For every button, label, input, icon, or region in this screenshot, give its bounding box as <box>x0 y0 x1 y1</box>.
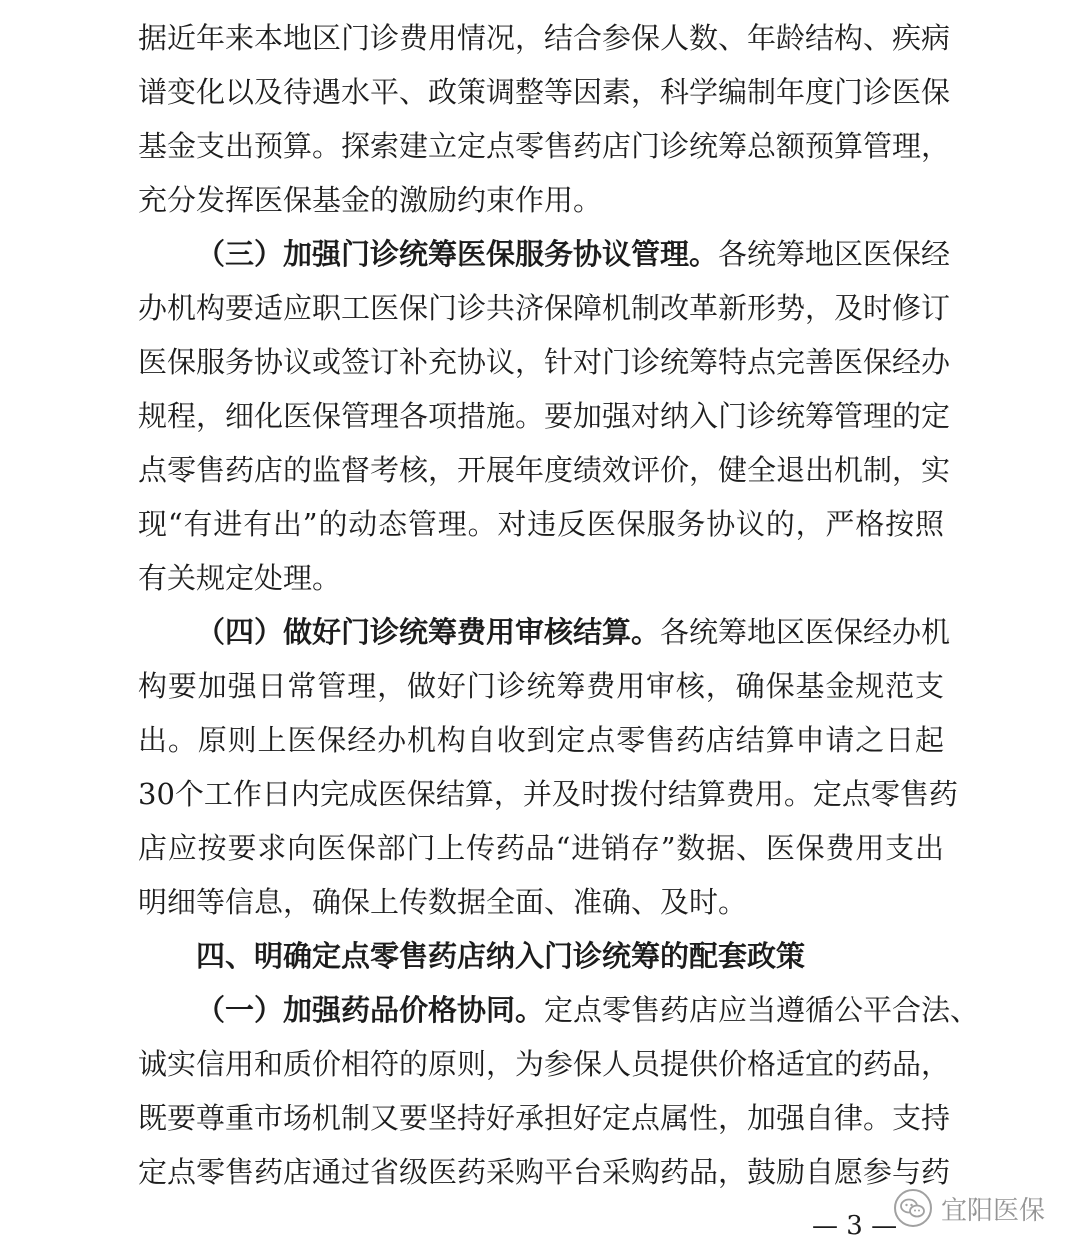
account-watermark <box>893 1186 1045 1230</box>
body-line: 医保服务协议或签订补充协议，针对门诊统筹特点完善医保经办 <box>138 345 951 379</box>
page-number: — 3 — <box>812 1211 898 1241</box>
body-line: 现“有进有出”的动态管理。对违反医保服务协议的，严格按照 <box>138 507 944 541</box>
subsection-heading: （四）做好门诊统筹费用审核结算。 <box>196 615 661 649</box>
body-line: 构要加强日常管理，做好门诊统筹费用审核，确保基金规范支 <box>138 669 944 703</box>
body-line: 出。原则上医保经办机构自收到定点零售药店结算申请之日起 <box>138 723 944 757</box>
subsection-heading: （一）加强药品价格协同。 <box>196 993 545 1027</box>
subsection-heading-line <box>196 990 980 1030</box>
section-heading: 四、明确定点零售药店纳入门诊统筹的配套政策 <box>196 939 806 973</box>
body-text: 定点零售药店应当遵循公平合法、 <box>544 993 980 1027</box>
body-line: 店应按要求向医保部门上传药品“进销存”数据、医保费用支出 <box>138 831 944 865</box>
body-line: 据近年来本地区门诊费用情况，结合参保人数、年龄结构、疾病 <box>138 21 951 55</box>
body-line: 办机构要适应职工医保门诊共济保障机制改革新形势，及时修订 <box>138 291 951 325</box>
body-line: 谱变化以及待遇水平、政策调整等因素，科学编制年度门诊医保 <box>138 75 951 109</box>
body-line: 基金支出预算。探索建立定点零售药店门诊统筹总额预算管理， <box>138 129 951 163</box>
body-line: 既要尊重市场机制又要坚持好承担好定点属性，加强自律。支持 <box>138 1101 951 1135</box>
body-line: 诚实信用和质价相符的原则，为参保人员提供价格适宜的药品， <box>138 1047 951 1081</box>
subsection-heading-line <box>196 234 951 274</box>
body-line: 定点零售药店通过省级医药采购平台采购药品，鼓励自愿参与药 <box>138 1155 951 1189</box>
account-name: 宜阳医保 <box>941 1195 1046 1226</box>
body-line: 明细等信息，确保上传数据全面、准确、及时。 <box>138 885 748 919</box>
body-line: 点零售药店的监督考核，开展年度绩效评价，健全退出机制，实 <box>138 453 951 487</box>
body-line: 规程，细化医保管理各项措施。要加强对纳入门诊统筹管理的定 <box>138 399 951 433</box>
body-text: 各统筹地区医保经办机 <box>660 615 951 649</box>
subsection-heading-line <box>196 612 951 652</box>
subsection-heading: （三）加强门诊统筹医保服务协议管理。 <box>196 237 719 271</box>
body-line: 充分发挥医保基金的激励约束作用。 <box>138 183 603 217</box>
body-text: 各统筹地区医保经 <box>718 237 951 271</box>
body-line: 有关规定处理。 <box>138 561 342 595</box>
body-line: 30个工作日内完成医保结算，并及时拨付结算费用。定点零售药 <box>138 777 958 811</box>
wechat-icon <box>893 1188 933 1228</box>
